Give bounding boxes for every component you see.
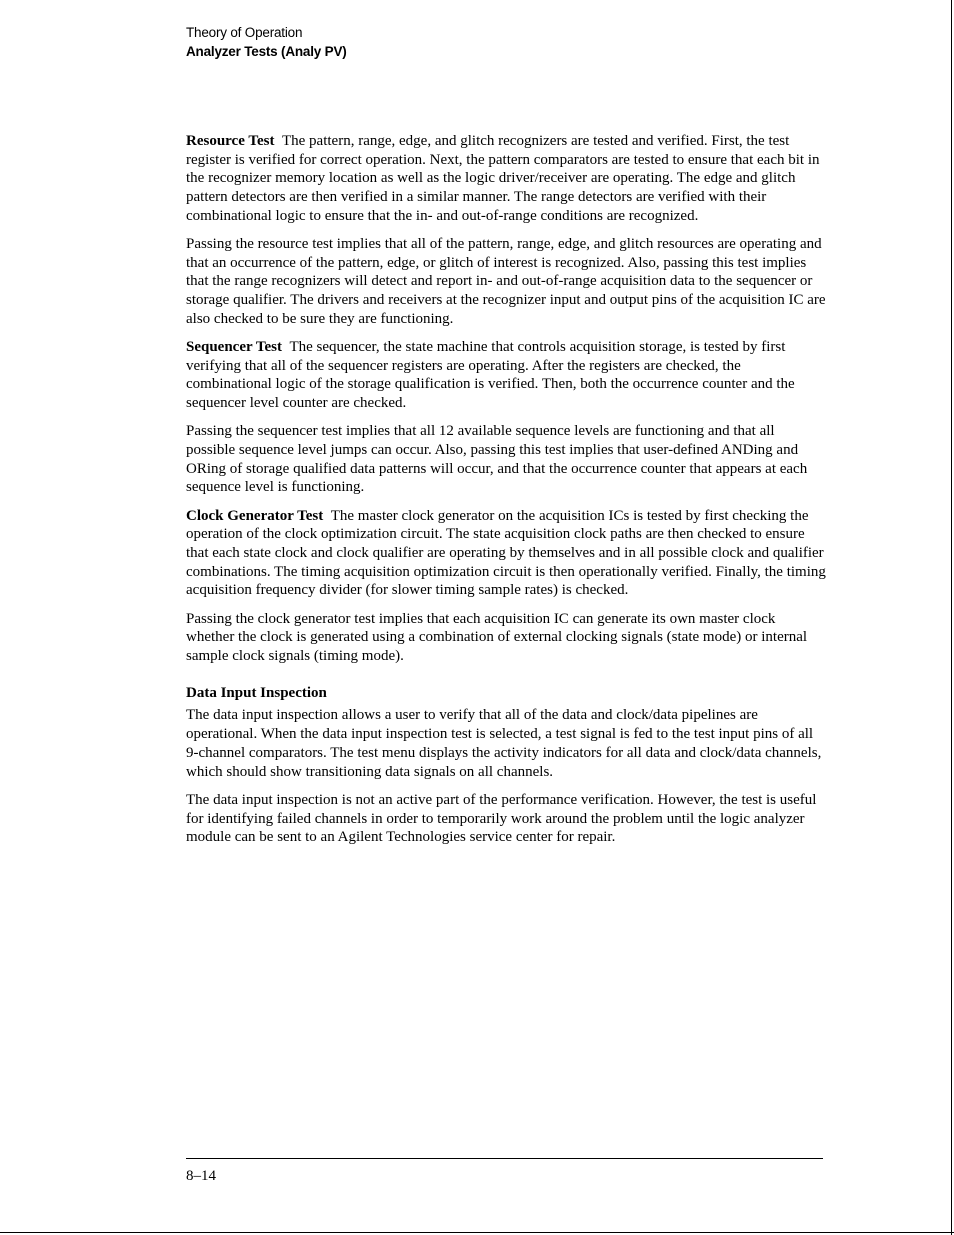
clock-test-text: The master clock generator on the acquisition ICs is tested by first checking the operation of the clock optimization circuit. The state acquisition clock paths are then checked to ensure that each state clock and clock qualifier are operating by themselves and in all possible clock and qualifier combinations. The timing acquisition optimization circuit is then operationally verified. Finally, the timing acquisition frequency divider (for slower timing sample rates) is checked. — [186, 507, 826, 599]
sequencer-test-text: The sequencer, the state machine that controls acquisition storage, is tested by first verifying that all of the sequencer registers are operating. After the registers are checked, the combinational logic of the storage qualification is verified. Then, both the occurrence counter and the sequencer level counter are checked. — [186, 339, 795, 412]
data-input-paragraph-1: The data input inspection allows a user to verify that all of the data and clock/data pipelines are operational. When the data input inspection test is selected, a test signal is fed to the test input pins of all 9-channel comparators. The test menu displays the activity indicators for all data and clock/data channels, which should show transitioning data signals on all channels. — [186, 707, 822, 780]
clock-pass-paragraph: Passing the clock generator test implies that each acquisition IC can generate its own master clock whether the clock is generated using a combination of external clocking signals (state mode) or internal sample clock signals (timing mode). — [186, 610, 808, 665]
resource-test-paragraph — [186, 132, 826, 226]
chapter-title: Theory of Operation — [186, 25, 303, 40]
resource-test-text: The pattern, range, edge, and glitch recognizers are tested and verified. First, the test register is verified for correct operation. Next, the pattern comparators are tested to ensure that each bit in the recognizer memory location as well as the logic driver/receiver are operating. The edge and glitch pattern detectors are then verified in a similar manner. The range detectors are verified with their combinational logic to ensure that the in- and out-of-range conditions are recognized. — [186, 133, 820, 224]
page-border-bottom — [0, 1232, 954, 1233]
sequencer-test-paragraph — [186, 338, 826, 413]
section-title: Analyzer Tests (Analy PV) — [186, 44, 347, 59]
sequencer-test-label: Sequencer Test — [186, 339, 282, 356]
clock-test-paragraph — [186, 507, 826, 601]
running-header — [186, 23, 347, 61]
clock-test-label: Clock Generator Test — [186, 507, 324, 524]
footer-rule — [186, 1158, 823, 1159]
data-input-paragraph-2: The data input inspection is not an active part of the performance verification. However, the test is useful for identifying failed channels in order to temporarily work around the problem until the logic analyzer module can be sent to an Agilent Technologies service center for repair. — [186, 791, 817, 846]
page-number: 8–14 — [186, 1168, 216, 1184]
page-border-right — [951, 0, 952, 1235]
resource-test-label: Resource Test — [186, 133, 275, 149]
body-text — [186, 132, 826, 856]
sequencer-pass-paragraph: Passing the sequencer test implies that all 12 available sequence levels are functioning and that all possible sequence level jumps can occur. Also, passing this test implies that user-defined ANDing and ORing of storage qualified data patterns will occur, and that the occurrence counter that appears at each sequence level is functioning. — [186, 423, 808, 496]
resource-pass-paragraph: Passing the resource test implies that all of the pattern, range, edge, and glitch resources are operating and that an occurrence of the pattern, edge, or glitch of interest is recognized. Also, passing this test implies that the range recognizers will detect and report in- and out-of-range acquisition data to the sequencer or storage qualifier. The drivers and receivers at the recognizer input and output pins of the acquisition IC are also checked to be sure they are functioning. — [186, 236, 826, 327]
data-input-heading: Data Input Inspection — [186, 684, 327, 701]
